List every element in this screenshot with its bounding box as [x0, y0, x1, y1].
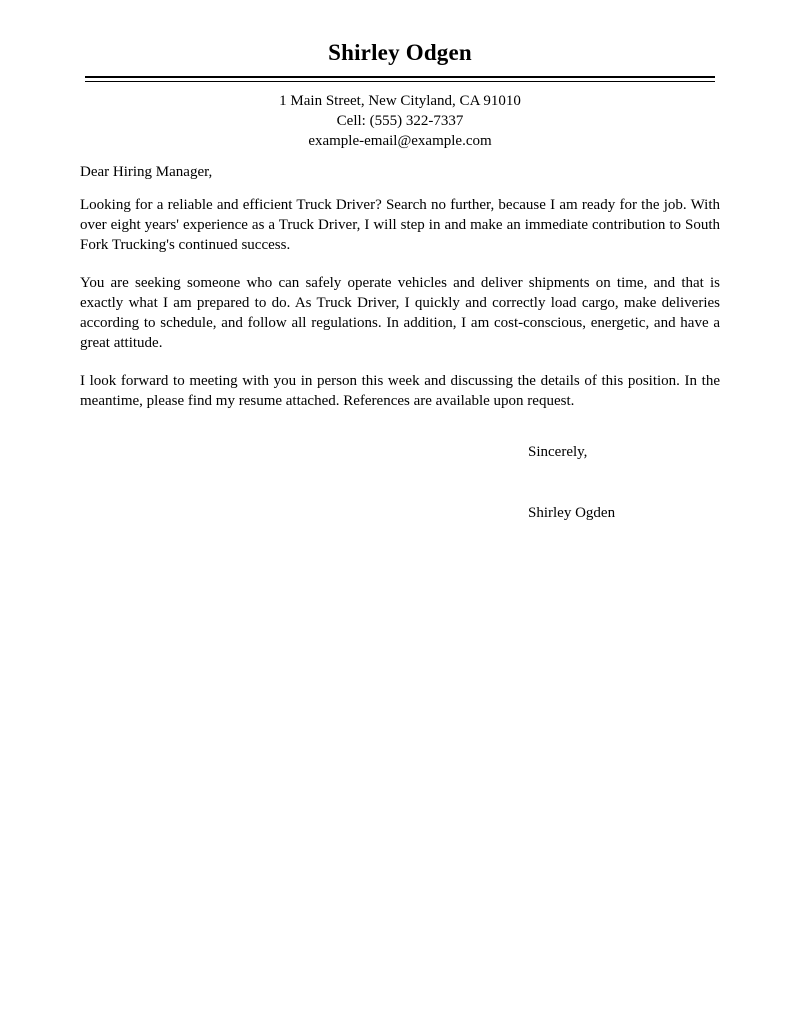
body-paragraph-3: I look forward to meeting with you in person this week and discussing the details of this position. In the meantime, please find my resume attached. References are available upon request.	[80, 373, 720, 409]
body-paragraph-1: Looking for a reliable and efficient Truck Driver? Search no further, because I am ready for the job. With over eight years' experience as a Truck Driver, I will step in and make an immediate contribution to South Fork Trucking's continued success.	[80, 197, 720, 253]
contact-email: example-email@example.com	[308, 133, 492, 149]
contact-cell: Cell: (555) 322-7337	[336, 113, 464, 129]
closing-signature: Shirley Ogden	[528, 505, 616, 521]
body-paragraph-2: You are seeking someone who can safely operate vehicles and deliver shipments on time, and that is exactly what I am prepared to do. As Truck Driver, I quickly and correctly load cargo, make deliveries according to schedule, and follow all regulations. In addition, I am cost-conscious, energetic, and have a great attitude.	[80, 275, 720, 351]
closing-valediction: Sincerely,	[528, 444, 588, 460]
closing-block	[528, 444, 720, 522]
header-divider	[85, 76, 715, 82]
contact-address: 1 Main Street, New Cityland, CA 91010	[279, 93, 521, 109]
letter-author-name: Shirley Odgen	[328, 40, 472, 65]
contact-info	[80, 92, 720, 151]
salutation: Dear Hiring Manager,	[80, 164, 213, 180]
